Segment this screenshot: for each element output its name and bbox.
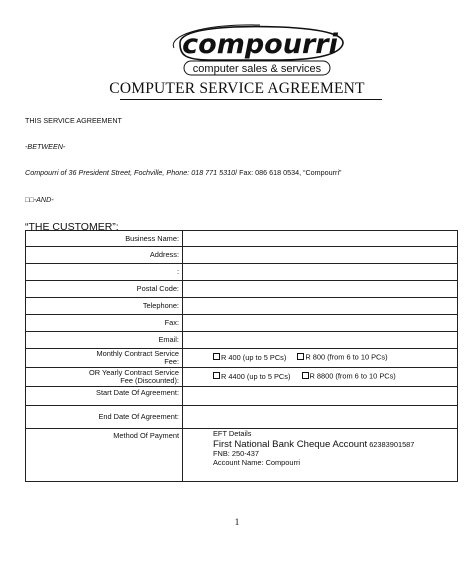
- between-text: -BETWEEN-: [25, 142, 66, 151]
- start-date-field[interactable]: [183, 387, 458, 406]
- customer-details-table: [25, 230, 458, 482]
- monthly-fee-label: [26, 349, 183, 368]
- monthly-option-10pc[interactable]: [297, 353, 387, 362]
- yearly-option-5pc-label: R 4400 (up to 5 PCs): [221, 371, 291, 381]
- business-name-label: Business Name:: [26, 231, 183, 247]
- checkbox-icon[interactable]: [213, 372, 220, 379]
- table-row: [26, 247, 458, 264]
- table-row: [26, 368, 458, 387]
- checkbox-icon[interactable]: [213, 353, 220, 360]
- eft-account-number: 62383901587: [369, 439, 415, 449]
- table-row: [26, 264, 458, 281]
- document-title: COMPUTER SERVICE AGREEMENT: [109, 80, 365, 97]
- address-label: Address:: [26, 247, 183, 264]
- company-logo: [160, 22, 350, 80]
- compourri-logo-graphic: [160, 22, 350, 80]
- monthly-option-10pc-label: R 800 (from 6 to 10 PCs): [305, 352, 388, 362]
- start-date-label: Start Date Of Agreement:: [26, 387, 183, 406]
- end-date-label: End Date Of Agreement:: [26, 406, 183, 429]
- table-row: [26, 281, 458, 298]
- table-row: [26, 429, 458, 482]
- monthly-fee-label-line1: Monthly Contract Service: [96, 349, 179, 359]
- address-field[interactable]: [183, 247, 458, 264]
- yearly-option-10pc-label: R 8800 (from 6 to 10 PCs): [309, 371, 396, 381]
- fax-label: Fax:: [26, 315, 183, 332]
- checkbox-icon[interactable]: [302, 372, 309, 379]
- business-name-field[interactable]: [183, 231, 458, 247]
- table-row: [26, 349, 458, 368]
- and-line: [25, 195, 54, 204]
- email-field[interactable]: [183, 332, 458, 349]
- eft-bank: First National Bank Cheque Account: [213, 438, 368, 450]
- address-continued-field[interactable]: [183, 264, 458, 281]
- yearly-fee-label-line2: Fee (Discounted):: [120, 376, 179, 385]
- yearly-fee-options: [183, 368, 458, 387]
- intro-text: THIS SERVICE AGREEMENT: [25, 116, 122, 125]
- table-row: [26, 298, 458, 315]
- eft-title: EFT Details: [213, 429, 252, 438]
- party-details-main: Compourri of 36 President Street, Fochville, Phone: 018 771 5310: [25, 168, 236, 177]
- monthly-fee-options: [183, 349, 458, 368]
- monthly-option-5pc-label: R 400 (up to 5 PCs): [221, 352, 287, 362]
- address-continued-label: :: [26, 264, 183, 281]
- eft-details: [183, 429, 458, 482]
- customer-heading: “THE CUSTOMER”:: [25, 221, 119, 233]
- eft-branch: FNB: 250-437: [213, 449, 260, 459]
- party-details-fax: / Fax: 086 618 0534, “Compourri”: [235, 168, 342, 177]
- table-row: [26, 387, 458, 406]
- placeholder-boxes: □□: [25, 195, 34, 204]
- yearly-option-5pc[interactable]: [213, 372, 290, 381]
- payment-method-label: Method Of Payment: [26, 429, 183, 482]
- telephone-label: Telephone:: [26, 298, 183, 315]
- table-row: [26, 406, 458, 429]
- monthly-fee-label-line2: Fee:: [164, 357, 179, 366]
- postal-code-field[interactable]: [183, 281, 458, 298]
- and-text: -AND-: [33, 195, 54, 204]
- page-number: 1: [234, 518, 240, 528]
- party-details: [25, 168, 341, 177]
- logo-tagline: computer sales & services: [192, 63, 322, 75]
- table-row: [26, 231, 458, 247]
- yearly-option-10pc[interactable]: [302, 372, 396, 381]
- eft-account-name: Account Name: Compourri: [213, 458, 301, 468]
- email-label: Email:: [26, 332, 183, 349]
- logo-brand-text: compourri: [182, 29, 338, 60]
- monthly-option-5pc[interactable]: [213, 353, 286, 362]
- fax-field[interactable]: [183, 315, 458, 332]
- table-row: [26, 315, 458, 332]
- end-date-field[interactable]: [183, 406, 458, 429]
- checkbox-icon[interactable]: [297, 353, 304, 360]
- title-underline: [120, 99, 382, 100]
- telephone-field[interactable]: [183, 298, 458, 315]
- yearly-fee-label-line1: OR Yearly Contract Service: [89, 368, 179, 378]
- table-row: [26, 332, 458, 349]
- postal-code-label: Postal Code:: [26, 281, 183, 298]
- yearly-fee-label: [26, 368, 183, 387]
